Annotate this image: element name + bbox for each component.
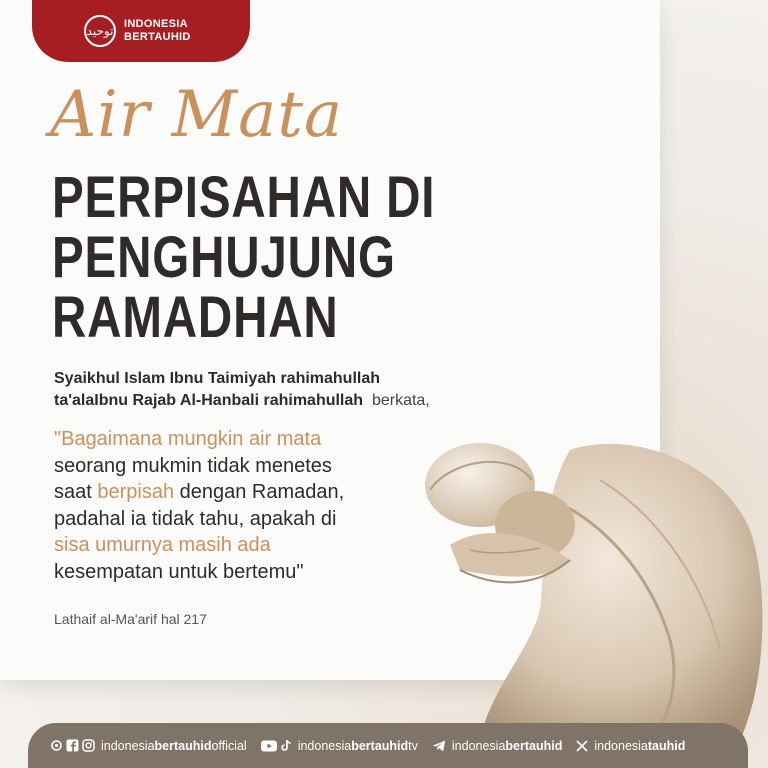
quote-source: Lathaif al-Ma'arif hal 217 [54, 611, 207, 627]
quote-line-4: padahal ia tidak tahu, apakah di [54, 507, 337, 530]
logo-line-1: INDONESIA [124, 18, 188, 30]
tiktok-icon [280, 739, 292, 752]
quote-line-6: kesempatan untuk bertemu" [54, 560, 304, 583]
threads-icon [50, 739, 63, 752]
social-telegram[interactable] [432, 739, 562, 753]
logo-line-2: BERTAUHID [124, 31, 191, 43]
official-handle: indonesiabertauhidofficial [101, 738, 247, 753]
quote-line-2: seorang mukmin tidak menetes [54, 454, 332, 477]
title-line-3: RAMADHAN [52, 285, 339, 350]
attribution-line-2: ta'alaIbnu Rajab Al-Hanbali rahimahullah [54, 392, 364, 409]
instagram-icon [82, 739, 95, 752]
quote-highlight-sisa-umur: sisa umurnya masih ada [54, 534, 271, 556]
quote-line-3a: saat [54, 481, 98, 503]
youtube-icon [261, 740, 277, 752]
logo-mark-text: توحيد [86, 24, 114, 38]
brand-logo [32, 0, 250, 62]
quote-highlight-berpisah: berpisah [97, 481, 175, 503]
main-title [52, 165, 436, 350]
tv-handle: indonesiabertauhidtv [297, 738, 418, 753]
social-tv[interactable] [261, 739, 418, 753]
quote-line-3b: dengan Ramadan, [174, 481, 345, 503]
social-official[interactable] [50, 739, 247, 753]
title-line-1: PERPISAHAN DI [52, 165, 436, 230]
title-line-2: PENGHUJUNG [52, 225, 396, 290]
facebook-icon [66, 739, 79, 752]
telegram-handle: indonesiabertauhid [451, 738, 563, 753]
x-twitter-icon [576, 740, 588, 752]
attribution-line-1: Syaikhul Islam Ibnu Taimiyah rahimahullah [54, 370, 381, 387]
telegram-icon [432, 740, 446, 752]
social-x[interactable] [576, 739, 685, 753]
social-footer [28, 723, 748, 768]
x-handle: indonesiatauhid [594, 738, 686, 753]
attribution [54, 368, 534, 412]
logo-wordmark [124, 18, 191, 44]
attribution-suffix: berkata, [371, 392, 430, 409]
tauhid-emblem-icon [84, 15, 116, 47]
quote-line-1: "Bagaimana mungkin air mata [54, 428, 322, 450]
script-title: Air Mata [50, 78, 344, 152]
hadith-quote [54, 426, 474, 585]
